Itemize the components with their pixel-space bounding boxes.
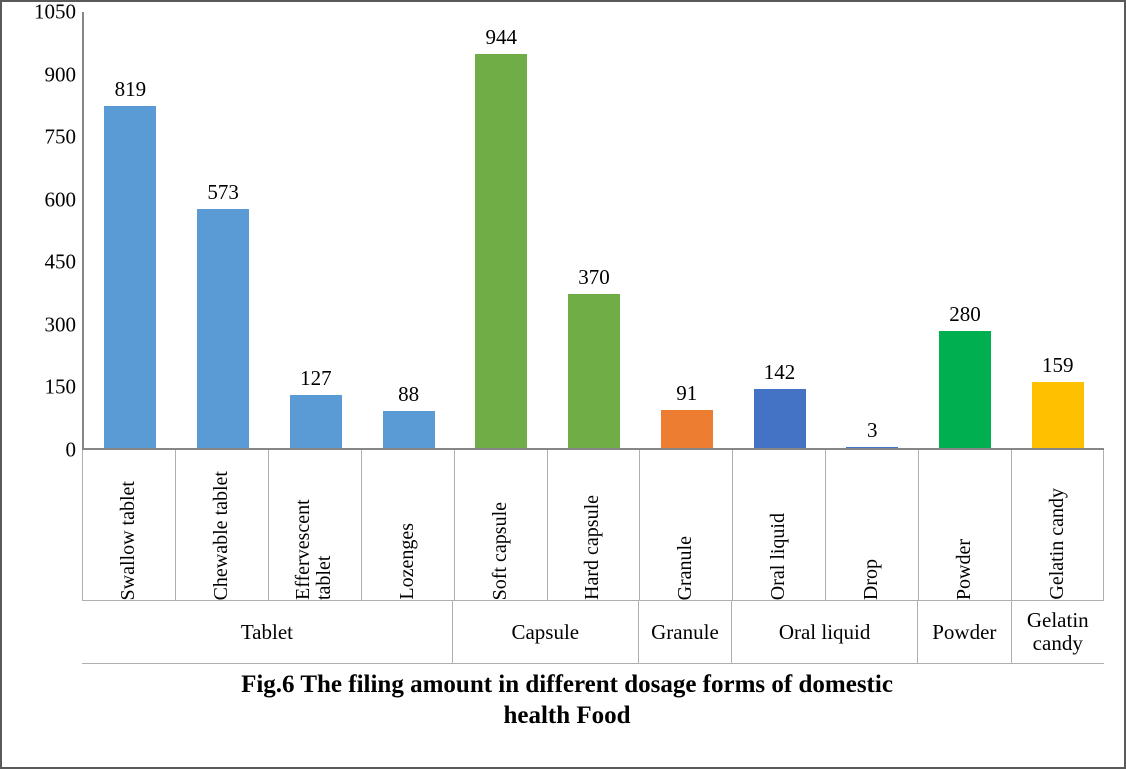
bar[interactable] [475, 54, 527, 448]
group-label: Oral liquid [778, 619, 871, 644]
cell-divider [639, 450, 640, 600]
bar[interactable] [568, 294, 620, 448]
cell-divider [918, 450, 919, 600]
bar[interactable] [846, 447, 898, 448]
group-label: Capsule [511, 619, 580, 644]
cell-divider [547, 450, 548, 600]
category-label-cell [825, 450, 918, 600]
bar[interactable] [754, 389, 806, 448]
y-axis-tick: 750 [44, 124, 76, 149]
group-label: Gelatin candy [1026, 608, 1089, 655]
bar[interactable] [197, 209, 249, 448]
category-label-cell [547, 450, 640, 600]
bar-slot [826, 10, 919, 448]
bar-value-label: 3 [866, 417, 878, 442]
y-axis-tick: 600 [44, 187, 76, 212]
category-label-cell [361, 450, 454, 600]
group-label-cell [917, 601, 1010, 663]
y-axis-tick: 150 [44, 374, 76, 399]
y-axis-tick: 450 [44, 249, 76, 274]
category-label: Hard capsule [581, 495, 604, 600]
bar-value-label: 91 [676, 381, 698, 406]
bar-slot [269, 10, 362, 448]
bar-value-label: 88 [398, 382, 420, 407]
bar[interactable] [104, 106, 156, 448]
cell-divider [82, 450, 83, 600]
y-axis-tick: 300 [44, 312, 76, 337]
group-label-cell [638, 601, 731, 663]
category-label: Oral liquid [767, 512, 790, 600]
category-label: Chewable tablet [209, 470, 232, 600]
caption-line-2: health Food [503, 701, 631, 729]
bar-value-label: 127 [300, 366, 332, 391]
bar-value-label: 944 [485, 25, 518, 50]
bar-value-label: 819 [114, 77, 147, 102]
category-label: Powder [953, 538, 976, 600]
bar-slot [362, 10, 455, 448]
group-label-cell [1011, 601, 1104, 663]
category-label: Lozenges [395, 523, 418, 600]
bar-slot [548, 10, 641, 448]
bar-slot [733, 10, 826, 448]
category-label-cell [82, 450, 175, 600]
category-label: Drop [860, 558, 883, 600]
group-label: Granule [651, 619, 719, 644]
bar-slot [84, 10, 177, 448]
category-label-cell [268, 450, 361, 600]
cell-divider [1103, 450, 1104, 600]
bar-slot [455, 10, 548, 448]
bar-value-label: 280 [949, 302, 981, 327]
group-label-cell [731, 601, 917, 663]
category-label-cell [175, 450, 268, 600]
cell-divider [454, 450, 455, 600]
category-label: Granule [674, 535, 697, 600]
category-label: Soft capsule [488, 501, 511, 600]
cell-divider [825, 450, 826, 600]
cell-divider [361, 450, 362, 600]
bar[interactable] [939, 331, 991, 448]
bar[interactable] [383, 411, 435, 448]
bar-slot [177, 10, 270, 448]
bar-value-label: 573 [207, 179, 239, 204]
plot-area [20, 0, 1106, 462]
y-axis-tick: 1050 [34, 0, 76, 24]
cell-divider [268, 450, 269, 600]
y-axis [20, 0, 82, 462]
category-label-cell [454, 450, 547, 600]
bar[interactable] [290, 395, 342, 448]
category-label-cell [639, 450, 732, 600]
cell-divider [1011, 450, 1012, 600]
category-label: Effervescent tablet [292, 499, 336, 600]
bar-slot [1011, 10, 1104, 448]
category-label: Gelatin candy [1046, 488, 1069, 600]
category-label-cell [732, 450, 825, 600]
cell-divider [175, 450, 176, 600]
bar-value-label: 370 [578, 264, 610, 289]
bar[interactable] [1032, 382, 1084, 448]
y-axis-tick: 0 [65, 437, 76, 462]
bar-series [84, 10, 1104, 448]
group-label-cell [452, 601, 638, 663]
bar-value-label: 142 [763, 359, 796, 384]
figure-caption [62, 670, 1072, 731]
cell-divider [732, 450, 733, 600]
category-label-cell [918, 450, 1011, 600]
bar-slot [919, 10, 1012, 448]
category-label: Swallow tablet [116, 480, 139, 600]
bar[interactable] [661, 410, 713, 448]
bar-value-label: 159 [1041, 352, 1074, 377]
category-label-cell [1011, 450, 1104, 600]
bar-slot [640, 10, 733, 448]
category-labels [82, 450, 1104, 600]
group-label: Tablet [240, 619, 293, 644]
caption-line-1: Fig.6 The filing amount in different dosage forms of domestic [241, 671, 893, 698]
group-labels [82, 600, 1104, 664]
y-axis-tick: 900 [44, 62, 76, 87]
group-label: Powder [932, 619, 997, 644]
group-label-cell [82, 601, 452, 663]
